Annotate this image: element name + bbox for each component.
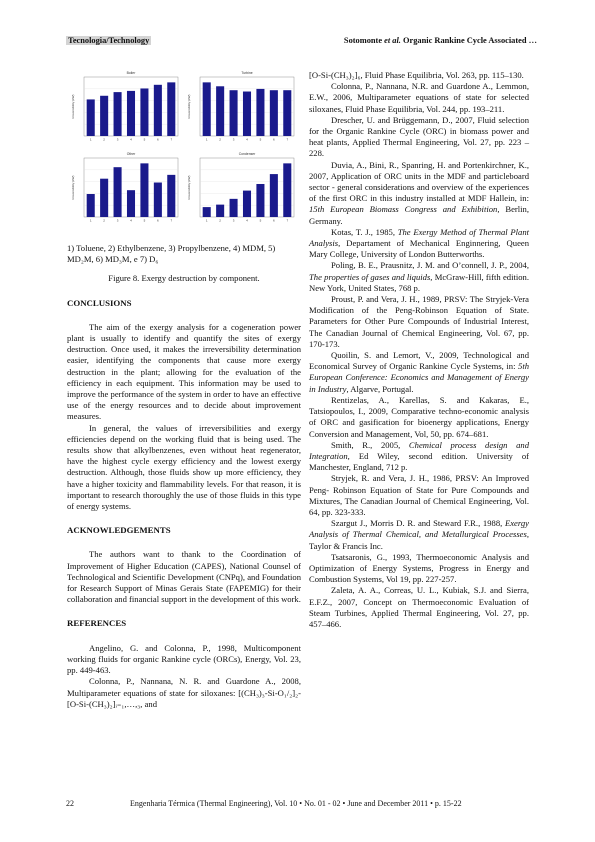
- x-tick-label: 5: [259, 218, 262, 223]
- reference-drescher-2007: Drescher, U. and Brüggemann, D., 2007, Fluid selection for the Organic Rankine Cycle (ORC) in biomass power and heat plants, Applied Thermal Engineering, Vol. 27, pp. 223 – 228.: [309, 114, 529, 159]
- reference-proust-1989: Proust, P. and Vera, J. H., 1989, PRSV: The Stryjek-Vera Modification of the Peng-Robinson Equation of State. Parameters for Other Pure Compounds of Industrial Interest, The Canadian Journal of Chemical Engineering, Vol. 67, pp. 170-173.: [309, 294, 529, 349]
- bar-4: [127, 91, 135, 136]
- chart-title: Boiler: [126, 71, 136, 75]
- bar-6: [154, 85, 162, 136]
- bar-4: [127, 190, 135, 217]
- header-title: Organic Rankine Cycle Associated …: [400, 36, 537, 45]
- y-axis-label: Irreversibility (kW): [187, 175, 191, 200]
- bar-5: [256, 184, 264, 217]
- bar-2: [100, 179, 108, 217]
- reference-szargut-1988: [309, 518, 529, 552]
- ref11-tail: , Ed Wiley, second edition. University of Manchester, England, 712 p.: [309, 450, 529, 473]
- ref13-text: Szargut J., Morris D. R. and Steward F.R., 1988,: [331, 518, 505, 529]
- bar-6: [270, 174, 278, 217]
- reference-rentizelas-2009: Rentizelas, A., Karellas, S. and Kakaras, E., Tatsiopoulos, I., 2009, Comparative techno-economic analysis of ORC and gasification for bioenergy applications, Energy Conversion and Management, Vol, 50, pp. 674–681.: [309, 394, 529, 439]
- bar-4: [243, 92, 251, 136]
- chart-panel-boiler: [71, 71, 178, 142]
- reference-smith-2005: [309, 440, 529, 474]
- x-tick-label: 1: [205, 137, 208, 142]
- ref6-title: The Exergy Method of Thermal Plant Analysis: [309, 226, 530, 249]
- left-column: [67, 243, 301, 710]
- ref7-tail: , McGraw-Hill, fifth edition. New York, United States, 768 p.: [309, 271, 529, 293]
- bar-3: [114, 167, 122, 217]
- bar-4: [243, 191, 251, 217]
- x-tick-label: 2: [103, 137, 105, 142]
- x-tick-label: 2: [219, 137, 221, 142]
- page-number: 22: [66, 799, 74, 808]
- running-header-left: Tecnologia/Technology: [68, 36, 150, 45]
- x-tick-label: 3: [116, 137, 119, 142]
- references-heading: REFERENCES: [67, 618, 127, 629]
- acknowledgements-heading: ACKNOWLEDGEMENTS: [67, 525, 171, 536]
- reference-poling-2004: [309, 260, 529, 294]
- bar-1: [203, 207, 211, 217]
- x-tick-label: 6: [157, 137, 159, 142]
- x-tick-label: 6: [157, 218, 159, 223]
- bar-1: [87, 99, 95, 136]
- journal-footer: Engenharia Térmica (Thermal Engineering), Vol. 10 • No. 01 - 02 • June and December 2011 • p. 15-22: [130, 799, 462, 808]
- bar-6: [154, 183, 162, 217]
- chart-panel-other: [71, 152, 178, 223]
- ref9-tail: , Algarve, Portugal.: [346, 383, 414, 394]
- ref11-title: Chemical process design and Integration: [309, 439, 529, 461]
- ref11-text: Smith, R., 2005,: [331, 439, 409, 450]
- reference-colonna-2006: Colonna, P., Nannana, N.R. and Guardone A., Lemmon, E.W., 2006, Multiparameter equations of state for selected siloxanes, Fluid Phase Equilibria, Vol. 244, pp. 193–211.: [309, 81, 529, 114]
- reference-angelino-1998: Angelino, G. and Colonna, P., 1998, Multicomponent working fluids for organic Rankine cycle (ORCs), Energy, Vol. 23, pp. 449-463.: [67, 642, 301, 676]
- x-tick-label: 7: [170, 218, 173, 223]
- bar-7: [167, 82, 175, 136]
- reference-stryjek-1986: Stryjek, R. and Vera, J. H., 1986, PRSV: An Improved Peng- Robinson Equation of State for Pure Compounds and Mixtures, The Canadian Journal of Chemical Engineering, Vol. 64, pp. 323-333.: [309, 473, 529, 517]
- bar-3: [114, 92, 122, 136]
- bar-2: [216, 86, 224, 136]
- conclusions-paragraph-1: The aim of the exergy analysis for a cogeneration power plant is usually to identify and quantify the sites of exergy destruction. Once used, it makes the irreversibility determination easier, identifying the components that cause more exergy destruction in the plant; allowing for the evaluation of the efficiency in each equipment. This information may be used to improve the performance of the system in order to have an effective use of the energy resources and to decide about improvement measures.: [67, 321, 301, 422]
- bar-7: [283, 90, 291, 136]
- conclusions-heading: CONCLUSIONS: [67, 297, 132, 308]
- bar-7: [283, 163, 291, 217]
- x-tick-label: 5: [143, 218, 146, 223]
- x-tick-label: 6: [273, 218, 275, 223]
- ref9-text: Quoilin, S. and Lemort, V., 2009, Technological and Economical Survey of Organic Rankine Cycle Systems, in:: [309, 350, 529, 372]
- x-tick-label: 1: [89, 137, 92, 142]
- reference-kotas-1985: [309, 227, 529, 261]
- exergy-destruction-figure: [68, 68, 300, 230]
- ref7-title: The properties of gases and liquids: [309, 271, 431, 282]
- x-tick-label: 4: [130, 137, 132, 142]
- x-tick-label: 3: [232, 137, 235, 142]
- chart-title: Other: [126, 152, 136, 156]
- chart-title: Turbine: [241, 71, 253, 75]
- x-tick-label: 7: [286, 137, 289, 142]
- ref6-tail: , Departament of Mechanical Enginnering, Queen Mary College, University of London Butterworths.: [309, 238, 529, 260]
- reference-quoilin-2009: [309, 350, 529, 395]
- bar-3: [230, 199, 238, 217]
- x-tick-label: 3: [116, 218, 119, 223]
- conclusions-paragraph-2: In general, the values of irreversibilities and exergy efficiencies depend on the working fluid that is being used. The results show that alkylbenzenes, even without heat regenerator, have the highest cycle exergy efficiency and the lowest exergy destruction. Although, those fluids show up more efficiency, they have a higher toxicity and flammability levels. For that reason, it is important to research thoroughly the use of those fluids in this type of energy systems.: [67, 422, 301, 512]
- ref5-venue: 15th European Biomass Congress and Exhibition: [309, 204, 498, 215]
- x-tick-label: 7: [170, 137, 173, 142]
- running-header-right: [344, 36, 537, 45]
- x-tick-label: 4: [246, 137, 248, 142]
- ref5-text: Duvia, A., Bini, R., Spanring, H. and Portenkirchner, K., 2007, Application of ORC units in the MDF and particleboard sector - general considerations and overview of the experiences of the first ORC in this industry installed at MDF Hallein, in:: [309, 159, 529, 204]
- bar-1: [203, 82, 211, 136]
- x-tick-label: 3: [232, 218, 235, 223]
- bar-1: [87, 194, 95, 217]
- acknowledgements-paragraph: The authors want to thank to the Coordination of Improvement of Higher Education (CAPES), National Counsel of Technological and Scientific Development (CNPq), and Foundation for Research Support of Minas Gerais State (FAPEMIG) for their collaboration and financial support in the development of this work.: [67, 549, 301, 605]
- header-author: Sotomonte: [343, 36, 385, 45]
- chart-panel-condenser: [187, 152, 294, 223]
- reference-duvia-2007: [309, 160, 529, 227]
- ref13-title: Exergy Analysis of Thermal Chemical, and Metallurgical Processes: [309, 518, 529, 540]
- x-tick-label: 2: [219, 218, 221, 223]
- y-axis-label: Irreversibility (kW): [71, 175, 75, 200]
- x-tick-label: 7: [286, 218, 289, 223]
- chart-panel-turbine: [187, 71, 294, 142]
- ref5-tail: , Berlin, Germany.: [309, 204, 529, 226]
- header-etal: et al.: [384, 36, 401, 45]
- bar-2: [216, 205, 224, 217]
- x-tick-label: 1: [205, 218, 208, 223]
- reference-tsatsaronis-1993: Tsatsaronis, G., 1993, Thermoeconomic Analysis and Optimization of Energy Systems, Progress in Energy and Combustion Systems, Vol 19, pp. 227-257.: [309, 551, 529, 585]
- ref13-tail: , Taylor & Francis Inc.: [309, 529, 529, 551]
- x-tick-label: 5: [143, 137, 146, 142]
- bar-3: [230, 90, 238, 136]
- x-tick-label: 2: [103, 218, 105, 223]
- reference-zaleta-2007: Zaleta, A. A., Correas, U. L., Kubiak, S.J. and Sierra, E.F.Z., 2007, Concept on Thermoeconomic Evaluation of Steam Turbines, Applied Thermal Engineering, Vol. 27, pp. 457–466.: [309, 585, 529, 629]
- ref9-venue: 5th European Conference: Economics and Management of Energy in Industry: [309, 361, 529, 394]
- bar-2: [100, 96, 108, 136]
- bar-5: [140, 163, 148, 217]
- y-axis-label: Irreversibility (kW): [187, 94, 191, 119]
- bar-5: [140, 88, 148, 136]
- bar-7: [167, 175, 175, 217]
- ref6-text: Kotas, T. J., 1985,: [331, 226, 398, 237]
- y-axis-label: Irreversibility (kW): [71, 94, 75, 119]
- bar-5: [256, 89, 264, 136]
- x-tick-label: 6: [273, 137, 275, 142]
- x-tick-label: 1: [89, 218, 92, 223]
- right-column: [309, 70, 529, 630]
- x-tick-label: 5: [259, 137, 262, 142]
- chart-title: Condenser: [238, 152, 256, 156]
- figure-caption: Figure 8. Exergy destruction by component.: [108, 273, 260, 284]
- figure-legend: 1) Toluene, 2) Ethylbenzene, 3) Propylbenzene, 4) MDM, 5) MD₂M, 6) MD₃M, e 7) D₆: [67, 243, 276, 265]
- reference-colonna-2008-continued: [O-Si-(CH₃)₂]₆, Fluid Phase Equilibria, Vol. 263, pp. 115–130.: [309, 70, 524, 80]
- reference-colonna-2008: Colonna, P., Nannana, N. R. and Guardone A., 2008, Multiparameter equations of state for siloxanes: [(CH₃)₃-Si-O₁/₂]₂-[O-Si-(CH₃)₂]ᵢ₌₁,…,₃, and: [67, 676, 301, 709]
- x-tick-label: 4: [246, 218, 248, 223]
- bar-6: [270, 90, 278, 136]
- ref7-text: Poling, B. E., Prausnitz, J. M. and O’connell, J. P., 2004,: [331, 260, 529, 271]
- x-tick-label: 4: [130, 218, 132, 223]
